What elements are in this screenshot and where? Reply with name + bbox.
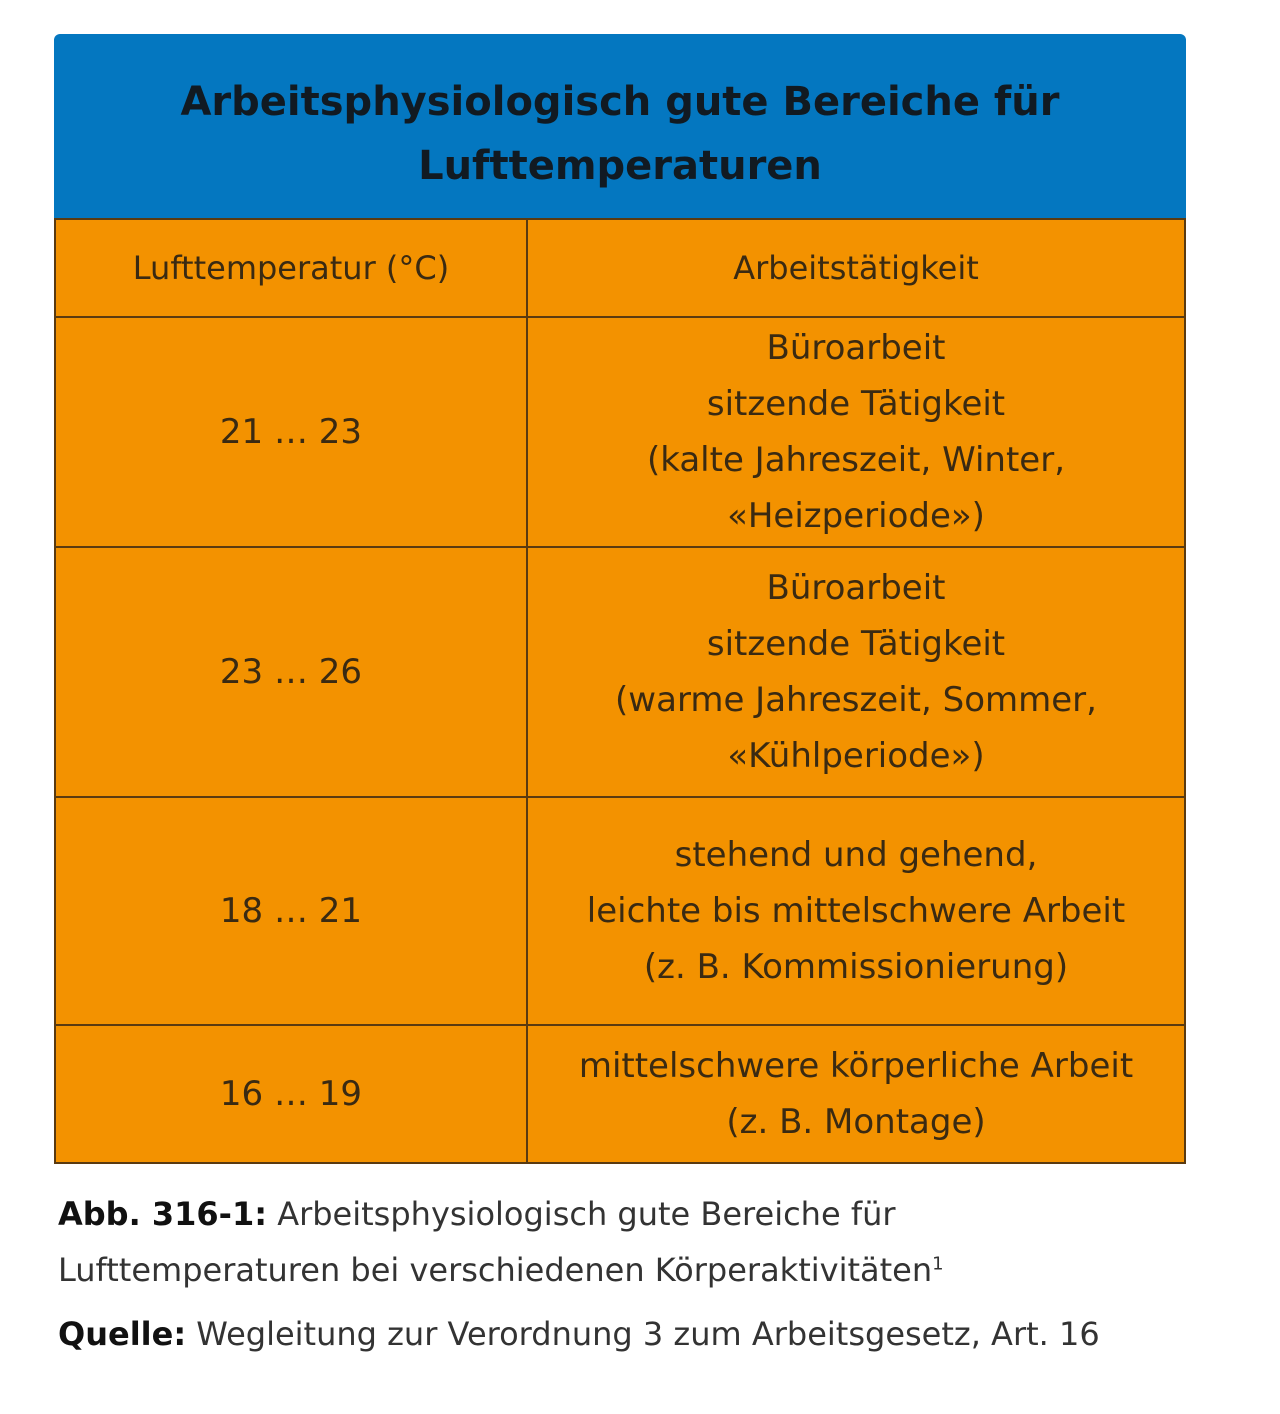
table-title-line-1: Arbeitsphysiologisch gute Bereiche für (180, 79, 1060, 125)
activity-line: «Kühlperiode») (727, 736, 985, 776)
header-activity: Arbeitstätigkeit (733, 249, 979, 287)
activity-line: (warme Jahreszeit, Sommer, (615, 680, 1097, 720)
row-activity (528, 548, 1184, 796)
table-row (56, 798, 1184, 1026)
table-row (56, 1026, 1184, 1162)
row-activity (528, 798, 1184, 1024)
row-activity (528, 318, 1184, 546)
caption-text-line-1: Arbeitsphysiologisch gute Bereiche für (267, 1195, 896, 1233)
activity-line: (z. B. Montage) (726, 1102, 986, 1142)
row-temperature: 23 … 26 (56, 548, 528, 796)
activity-line: «Heizperiode») (727, 496, 985, 536)
activity-line: sitzende Tätigkeit (706, 384, 1006, 424)
activity-line: sitzende Tätigkeit (706, 624, 1006, 664)
activity-line: mittelschwere körperliche Arbeit (578, 1046, 1134, 1086)
row-temperature: 18 … 21 (56, 798, 528, 1024)
caption-text-line-2: Lufttemperaturen bei verschiedenen Körperaktivitäten (58, 1251, 933, 1289)
row-temperature: 21 … 23 (56, 318, 528, 546)
table-title-bar (54, 34, 1186, 218)
activity-line: (kalte Jahreszeit, Winter, (646, 440, 1066, 480)
caption-footnote-marker: 1 (932, 1253, 944, 1275)
figure-source (58, 1308, 1238, 1360)
table-row (56, 318, 1184, 548)
activity-line: leichte bis mittelschwere Arbeit (586, 891, 1126, 931)
table-header-row (56, 220, 1184, 318)
table-title-line-2: Lufttemperaturen (418, 143, 822, 189)
activity-line: (z. B. Kommissionierung) (643, 947, 1069, 987)
figure-caption (58, 1186, 1238, 1298)
row-temperature: 16 … 19 (56, 1026, 528, 1162)
source-label: Quelle: (58, 1315, 187, 1353)
table-title (94, 70, 1146, 198)
source-text: Wegleitung zur Verordnung 3 zum Arbeitsgesetz, Art. 16 (186, 1315, 1100, 1353)
temperature-table (54, 218, 1186, 1164)
activity-line: stehend und gehend, (674, 835, 1038, 875)
temperature-figure (54, 34, 1186, 1164)
header-temperature: Lufttemperatur (°C) (56, 220, 528, 316)
table-row (56, 548, 1184, 798)
caption-label: Abb. 316-1: (58, 1195, 268, 1233)
activity-line: Büroarbeit (766, 568, 946, 608)
row-activity (528, 1026, 1184, 1162)
activity-line: Büroarbeit (766, 328, 946, 368)
